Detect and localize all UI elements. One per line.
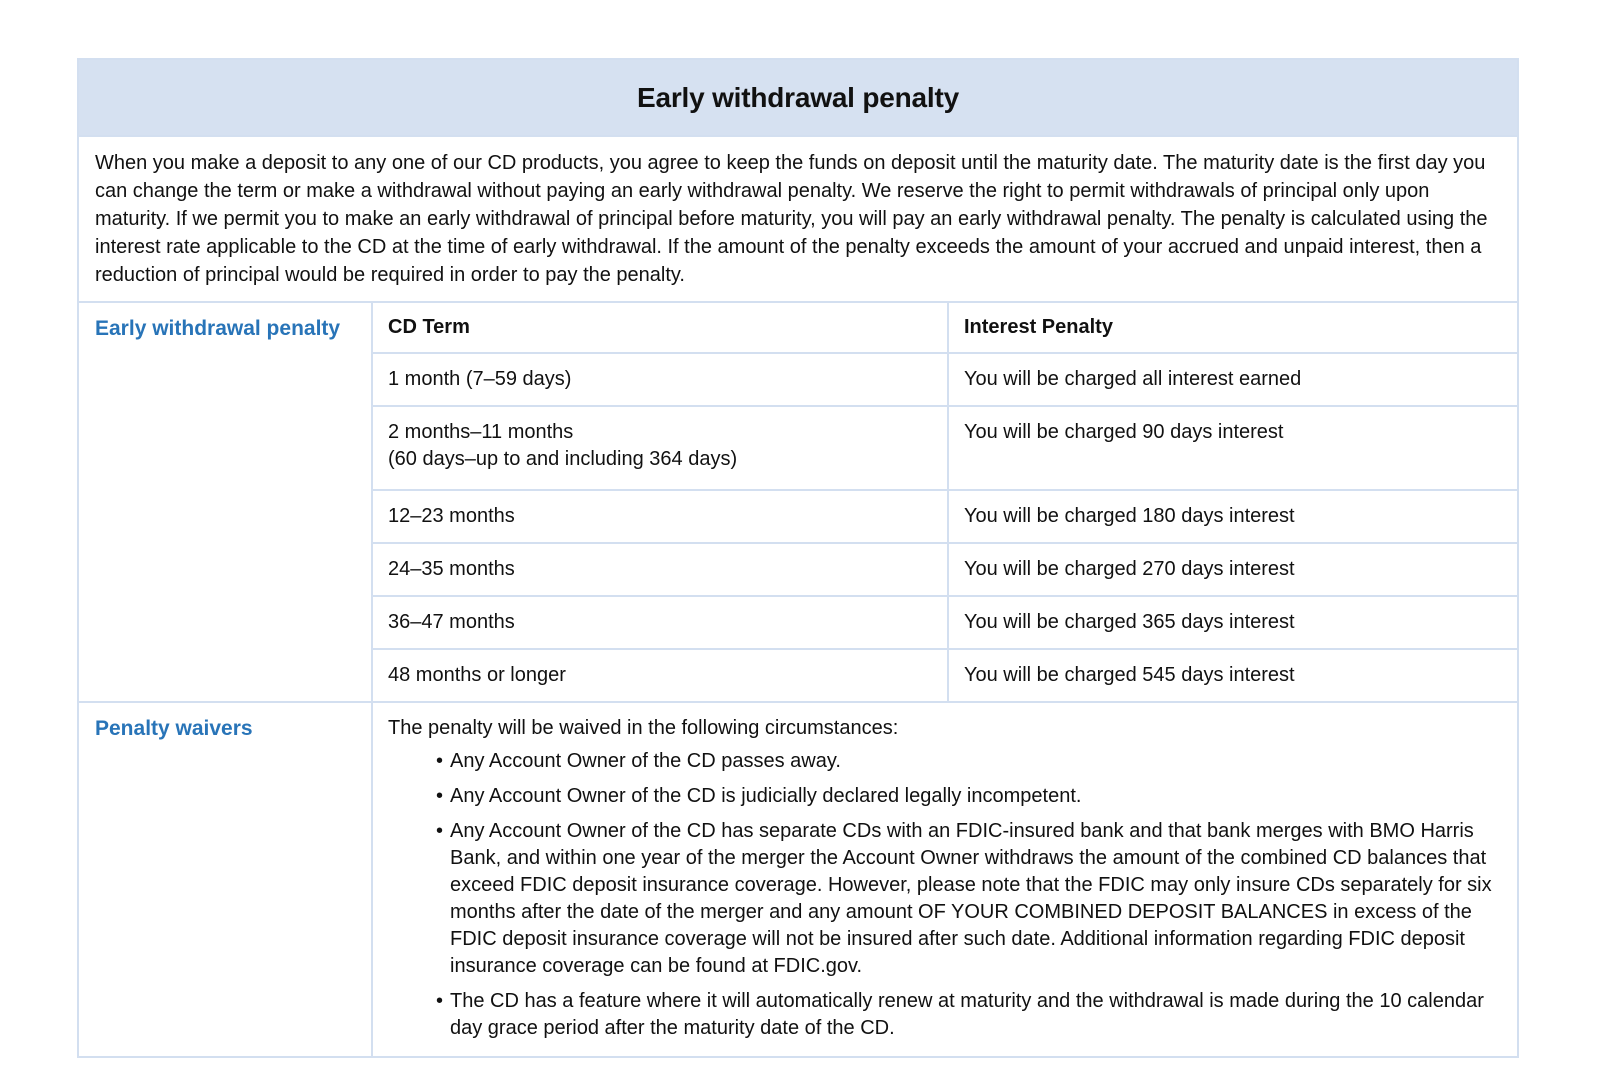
penalty-cell: You will be charged 365 days interest [948, 596, 1517, 649]
penalty-cell: You will be charged 545 days interest [964, 664, 1295, 686]
bullet-icon: • [436, 785, 444, 807]
bullet-icon: • [436, 820, 444, 842]
waiver-text: Any Account Owner of the CD is judicially declared legally incompetent. [450, 785, 1082, 807]
table-row [373, 649, 1517, 701]
bullet-icon: • [436, 990, 444, 1012]
term-text: 1 month (7–59 days) [388, 368, 572, 390]
penalty-cell: You will be charged all interest earned [948, 353, 1517, 406]
term-cell [373, 543, 948, 596]
term-cell [373, 649, 948, 701]
intro-paragraph: When you make a deposit to any one of our CD products, you agree to keep the funds on deposit until the maturity date. The maturity date is the first day you can change the term or make a withdrawal without paying an early withdrawal penalty. We reserve the right to permit withdrawals of principal only upon maturity. If we permit you to make an early withdrawal of principal before maturity, you will pay an early withdrawal penalty. The penalty is calculated using the interest rate applicable to the CD at the time of early withdrawal. If the amount of the penalty exceeds the amount of your accrued and unpaid interest, then a reduction of principal would be required in order to pay the penalty. [79, 137, 1517, 303]
waivers-list [388, 748, 1502, 1042]
penalty-cell: You will be charged 180 days interest [948, 490, 1517, 543]
term-cell [373, 596, 948, 649]
penalty-cell: You will be charged 90 days interest [948, 406, 1517, 490]
table-row [373, 490, 1517, 543]
term-text: 36–47 months [388, 611, 515, 633]
term-text: 12–23 months [388, 505, 515, 527]
title-bar [79, 60, 1517, 137]
table-row [373, 596, 1517, 649]
bullet-icon: • [436, 750, 444, 772]
term-text: 24–35 months [388, 558, 515, 580]
list-item [436, 748, 1502, 775]
waiver-text: Any Account Owner of the CD has separate CDs with an FDIC-insured bank and that bank merges with BMO Harris Bank, and within one year of the merger the Account Owner withdraws the amount of the combined CD balances that exceed FDIC deposit insurance coverage. However, please note that the FDIC may only insure CDs separately for six months after the date of the merger and any amount OF YOUR COMBINED DEPOSIT BALANCES in excess of the FDIC deposit insurance coverage will not be insured after such date. Additional information regarding FDIC deposit insurance coverage can be found at FDIC.gov. [450, 820, 1492, 977]
waivers-section-label: Penalty waivers [79, 703, 373, 1056]
waivers-section [79, 703, 1517, 1056]
penalty-section-label: Early withdrawal penalty [79, 303, 373, 701]
column-header-cd-term: CD Term [373, 303, 948, 353]
table-row [373, 406, 1517, 490]
penalty-table-header [373, 303, 1517, 353]
term-cell [373, 490, 948, 543]
term-text: 48 months or longer [388, 664, 566, 686]
column-header-interest-penalty: Interest Penalty [948, 303, 1517, 353]
waiver-text: Any Account Owner of the CD passes away. [450, 750, 841, 772]
list-item [436, 988, 1502, 1042]
table-row [373, 543, 1517, 596]
penalty-table [373, 303, 1517, 701]
term-cell [373, 406, 948, 490]
table-row [373, 353, 1517, 406]
term-subtext: (60 days–up to and including 364 days) [388, 448, 738, 470]
term-text: 2 months–11 months [388, 421, 574, 443]
penalty-document [77, 58, 1519, 1058]
list-item [436, 818, 1502, 980]
penalty-section [79, 303, 1517, 703]
term-cell [373, 353, 948, 406]
list-item [436, 783, 1502, 810]
waivers-intro: The penalty will be waived in the following circumstances: [388, 717, 899, 739]
penalty-cell: You will be charged 270 days interest [948, 543, 1517, 596]
page-title: Early withdrawal penalty [637, 81, 959, 113]
waiver-text: The CD has a feature where it will automatically renew at maturity and the withdrawal is made during the 10 calendar day grace period after the maturity date of the CD. [450, 990, 1484, 1039]
